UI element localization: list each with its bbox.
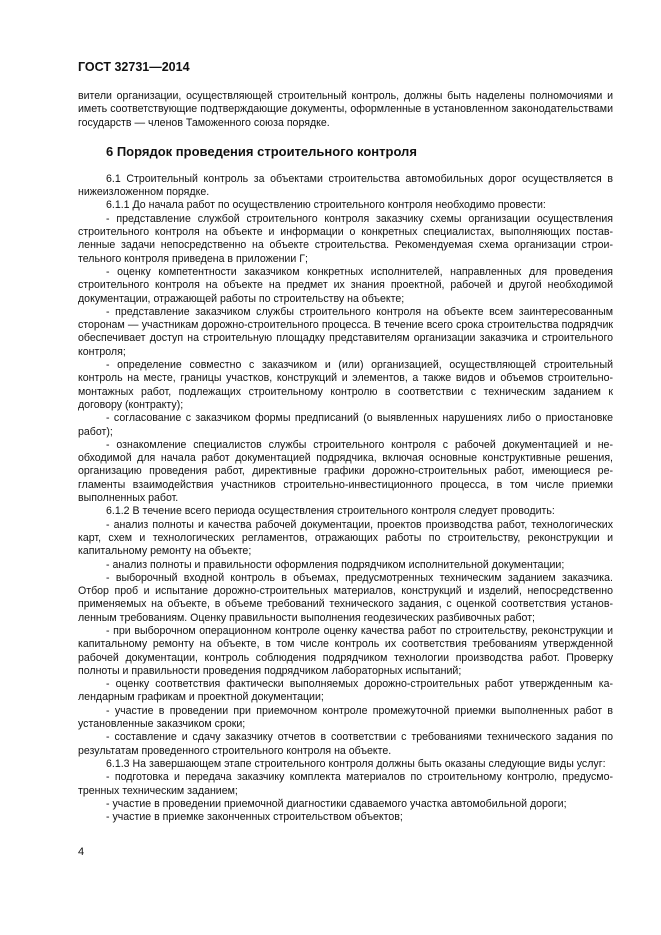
paragraph: - оценку соответствия фактически выполняемых дорожно-строительных работ утвержденным календарным графикам и проектной документации; xyxy=(78,678,613,704)
paragraph: - ознакомление специалистов службы строительного контроля с рабочей документацией и необходимой для начала работ документацией подрядчика, включая основные конструктивные решения, организацию проведения работ, директивные графики дорожно-строительных работ, имеющиеся регламенты взаимодействия участников строительно-инвестиционного процесса, в том числе приемки выполненных работ. xyxy=(78,438,613,505)
paragraph: - подготовка и передача заказчику комплекта материалов по строительному контролю, предусмотренных техническим заданием; xyxy=(78,771,613,797)
paragraph: - участие в приемке законченных строительством объектов; xyxy=(106,811,403,824)
paragraph: - участие в проведении приемочной диагностики сдаваемого участка автомобильной дороги; xyxy=(106,797,567,810)
paragraph: - анализ полноты и правильности оформления подрядчиком исполнительной документации; xyxy=(106,558,565,571)
paragraph: - участие в проведении при приемочном контроле промежуточной приемки выполненных работ в установленные заказчиком сроки; xyxy=(78,704,613,731)
paragraph: 6.1 Строительный контроль за объектами строительства автомобильных дорог осуществляется в нижеизложенном порядке. xyxy=(78,172,613,199)
paragraph: - представление службой строительного контроля заказчику схемы организации осуществления строительного контроля на объекте и информации о конкретных специалистах, выполняющих поставленные задачи непосредственно на объекте строительства. Рекомендуемая схема организации строительного контроля приведена в приложении Г; xyxy=(78,212,613,265)
paragraph: 6.1.1 До начала работ по осуществлению строительного контроля необходимо провести: xyxy=(106,199,546,212)
paragraph: - при выборочном операционном контроле оценку качества работ по строительству, реконструкции и капитальному ремонту на объекте, в том числе контроль их соответствия требованиям утвержденной рабочей документации, контроль соблюдения подрядчиком технологии производства работ. Проверку полноты и правильности проведения подрядчиком лабораторных испытаний; xyxy=(78,624,613,677)
paragraph: - оценку компетентности заказчиком конкретных исполнителей, направленных для проведения строительного контроля на объекте на предмет их знания проектной, рабочей и другой необходимой документации, отражающей работы по строительству на объекте; xyxy=(78,265,613,305)
page-number: 4 xyxy=(78,846,85,858)
paragraph: - выборочный входной контроль в объемах, предусмотренных техническим заданием заказчика. Отбор проб и испытание дорожно-строительных материалов, конструкций и изделий, непосредственно применяемых на объекте, в объеме требований технического задания, с оценкой соответствия установленным требованиям. Оценку правильности выполнения геодезических разбивочных работ; xyxy=(78,571,613,624)
section-title: 6 Порядок проведения строительного контроля xyxy=(106,143,417,159)
paragraph: - представление заказчиком службы строительного контроля на объекте всем заинтересованным сторонам — участникам дорожно-строительного процесса. В течение всего срока строительства подрядчик обеспечивает доступ на строительную площадку представителям организации заказчика и строительного контроля; xyxy=(78,305,613,358)
paragraph-list xyxy=(78,173,613,825)
paragraph: 6.1.2 В течение всего периода осуществления строительного контроля следует проводить: xyxy=(106,505,555,518)
paragraph: 6.1.3 На завершающем этапе строительного контроля должны быть оказаны следующие виды услуг: xyxy=(106,757,606,770)
document-header: ГОСТ 32731—2014 xyxy=(78,60,190,74)
paragraph: - согласование с заказчиком формы предписаний (о выявленных нарушениях либо о приостановке работ); xyxy=(78,412,613,438)
paragraph: - определение совместно с заказчиком и (или) организацией, осуществляющей строительный контроль на месте, границы участков, конструкций и элементов, а также видов и объемов строительно-монтажных работ, подлежащих строительному контролю в соответствии с техническим заданием к договору (контракту); xyxy=(78,359,613,411)
paragraph: - анализ полноты и качества рабочей документации, проектов производства работ, технологических карт, схем и технологических регламентов, отражающих работы по строительству, реконструкции и капитальному ремонту на объекте; xyxy=(78,518,613,558)
intro-paragraph: вители организации, осуществляющей строительный контроль, должны быть наделены полномочиями и иметь соответствующие подтверждающие документы, оформленные в установленном законодательствами государств — членов Таможенного союза порядке. xyxy=(78,90,613,129)
paragraph: - составление и сдачу заказчику отчетов в соответствии с требованиями технического задания по результатам проведенного строительного контроля на объекте. xyxy=(78,731,613,757)
document-body xyxy=(78,90,613,824)
